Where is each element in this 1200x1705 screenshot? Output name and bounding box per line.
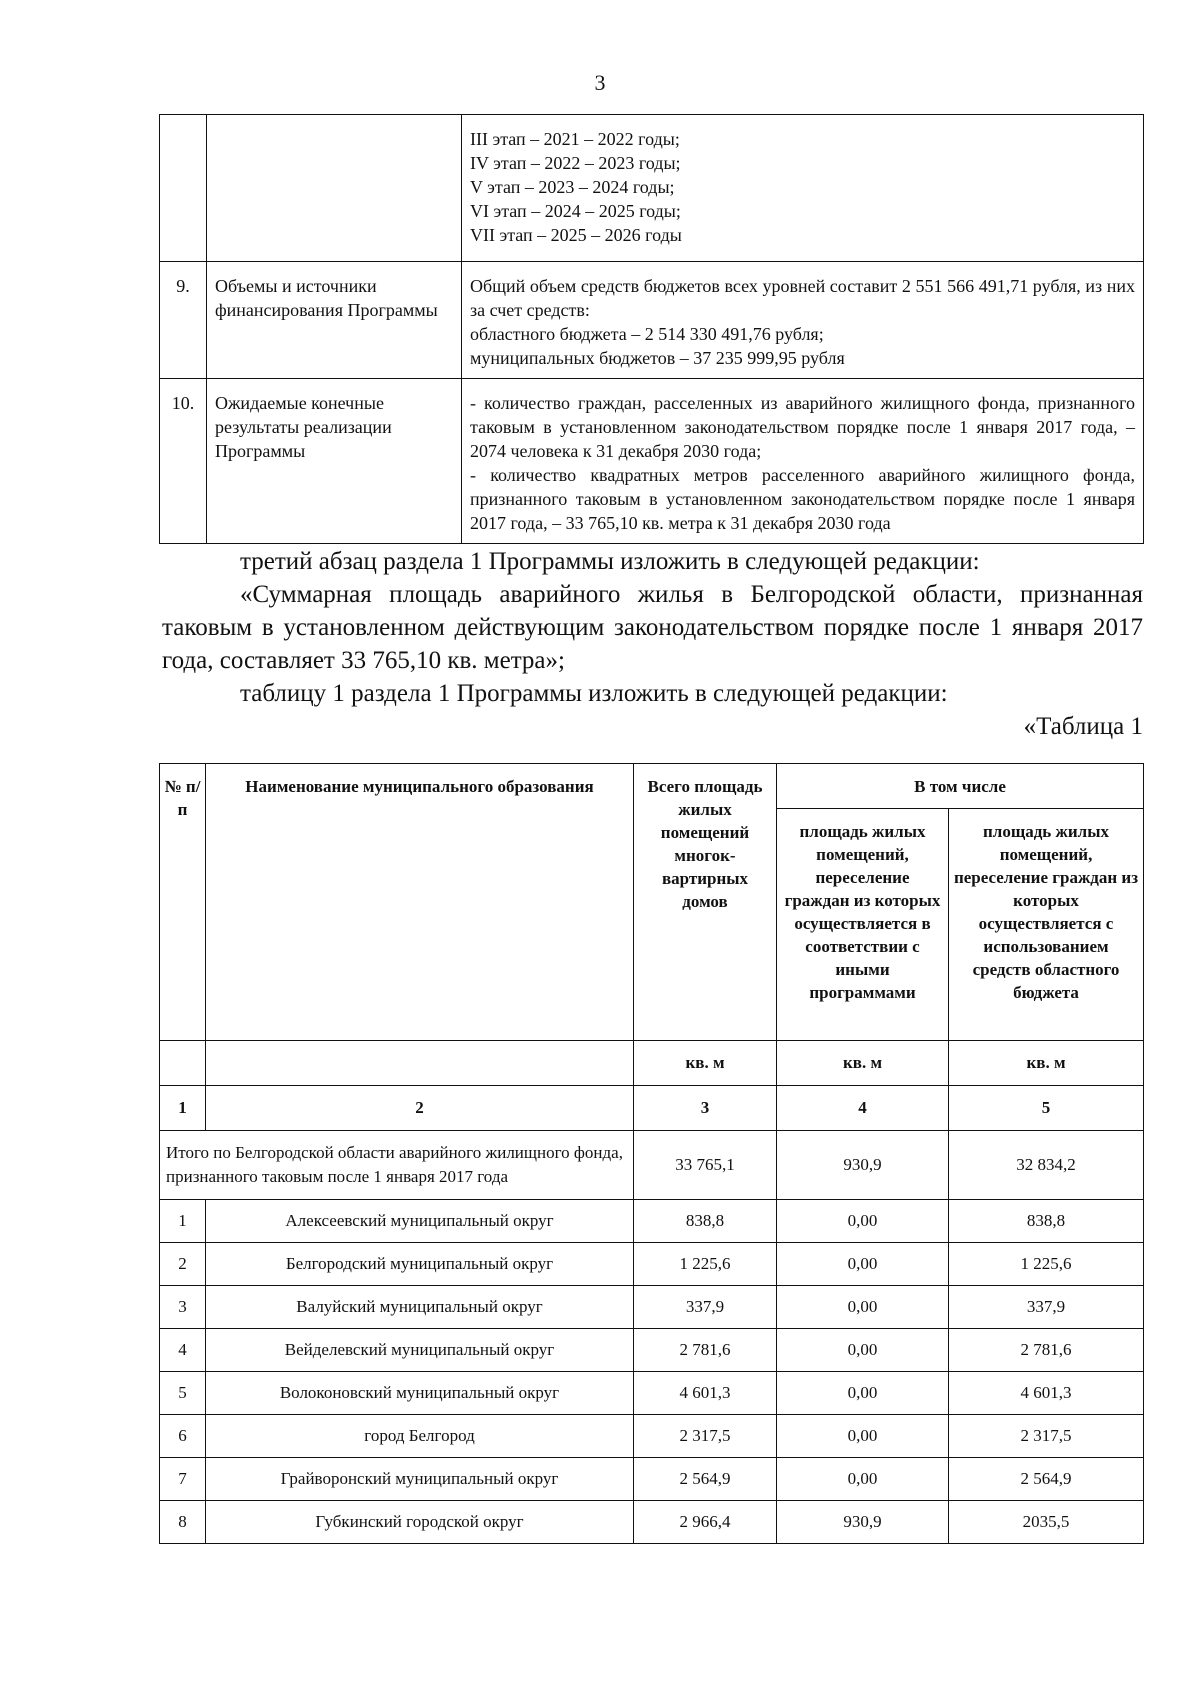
table-row (160, 1372, 1144, 1415)
column-number: 4 (777, 1086, 949, 1131)
column-number: 1 (160, 1086, 206, 1131)
row-number: 9. (160, 262, 207, 379)
row-num: 8 (160, 1501, 206, 1544)
stage-line: III этап – 2021 – 2022 годы; (470, 129, 680, 149)
row-label: Ожидаемые конечные результаты реализации Программы (207, 379, 462, 544)
stage-line: VI этап – 2024 – 2025 годы; (470, 201, 681, 221)
total-row (160, 1131, 1144, 1200)
table-row (160, 1415, 1144, 1458)
row-name: Алексеевский муниципальный округ (206, 1200, 634, 1243)
table-row (160, 1458, 1144, 1501)
column-numbers-row (160, 1086, 1144, 1131)
table-row (160, 1243, 1144, 1286)
paragraph-table-intro: таблицу 1 раздела 1 Программы изложить в следующей редакции: (240, 680, 948, 707)
table-row (160, 1501, 1144, 1544)
header-other-programs: площадь жилых помещений, переселение граждан из которых осуществляется в соответствии с иными программами (777, 809, 949, 1041)
total-label: Итого по Белгородской области аварийного жилищного фонда, признанного таковым после 1 января 2017 года (160, 1131, 634, 1200)
row-num: 4 (160, 1329, 206, 1372)
row-num: 2 (160, 1243, 206, 1286)
passport-row-financing (160, 262, 1144, 379)
row-other: 0,00 (777, 1329, 949, 1372)
row-number (160, 115, 207, 262)
row-num: 5 (160, 1372, 206, 1415)
unit-label: кв. м (949, 1041, 1144, 1086)
row-other: 0,00 (777, 1458, 949, 1501)
row-other: 0,00 (777, 1372, 949, 1415)
passport-row-stages (160, 115, 1144, 262)
table-row (160, 1286, 1144, 1329)
row-label (207, 115, 462, 262)
row-name: Губкинский городской округ (206, 1501, 634, 1544)
row-num: 6 (160, 1415, 206, 1458)
row-total: 1 225,6 (634, 1243, 777, 1286)
stage-line: IV этап – 2022 – 2023 годы; (470, 153, 681, 173)
row-regional: 2035,5 (949, 1501, 1144, 1544)
unit-empty (206, 1041, 634, 1086)
total-area: 33 765,1 (634, 1131, 777, 1200)
row-num: 1 (160, 1200, 206, 1243)
unit-empty (160, 1041, 206, 1086)
row-total: 4 601,3 (634, 1372, 777, 1415)
paragraph-third-abzac: третий абзац раздела 1 Программы изложить в следующей редакции: (240, 548, 980, 575)
row-regional: 2 781,6 (949, 1329, 1144, 1372)
table-row (160, 1200, 1144, 1243)
passport-row-results (160, 379, 1144, 544)
row-total: 337,9 (634, 1286, 777, 1329)
row-regional: 337,9 (949, 1286, 1144, 1329)
row-num: 3 (160, 1286, 206, 1329)
row-regional: 2 564,9 (949, 1458, 1144, 1501)
row-other: 0,00 (777, 1200, 949, 1243)
row-name: город Белгород (206, 1415, 634, 1458)
total-regional: 32 834,2 (949, 1131, 1144, 1200)
passport-table (159, 114, 1144, 544)
row-other: 0,00 (777, 1243, 949, 1286)
stage-line: VII этап – 2025 – 2026 годы (470, 225, 682, 245)
row-number: 10. (160, 379, 207, 544)
row-name: Белгородский муниципальный округ (206, 1243, 634, 1286)
financing-text: Общий объем средств бюджетов всех уровней составит 2 551 566 491,71 рубля, из них за счет средств: (470, 276, 1135, 320)
result-item: - количество граждан, расселенных из аварийного жилищного фонда, признанного таковым в установленном законодательством порядке после 1 января 2017 года, – 2074 человека к 31 декабря 2030 года; (470, 393, 1135, 461)
unit-label: кв. м (777, 1041, 949, 1086)
financing-cell (462, 262, 1144, 379)
stages-cell (462, 115, 1144, 262)
unit-row (160, 1041, 1144, 1086)
row-regional: 2 317,5 (949, 1415, 1144, 1458)
row-other: 930,9 (777, 1501, 949, 1544)
header-row (160, 764, 1144, 809)
row-total: 2 564,9 (634, 1458, 777, 1501)
unit-label: кв. м (634, 1041, 777, 1086)
header-regional-budget: площадь жилых помещений, переселение граждан из которых осуществляется с использованием средств областного бюджета (949, 809, 1144, 1041)
column-number: 3 (634, 1086, 777, 1131)
row-label: Объемы и источники финансирования Программы (207, 262, 462, 379)
stage-line: V этап – 2023 – 2024 годы; (470, 177, 675, 197)
row-name: Вейделевский муниципальный округ (206, 1329, 634, 1372)
row-num: 7 (160, 1458, 206, 1501)
table-caption: «Таблица 1 (1023, 713, 1143, 740)
row-other: 0,00 (777, 1415, 949, 1458)
result-item: - количество квадратных метров расселенного аварийного жилищного фонда, признанного таковым в установленном законодательством порядке после 1 января 2017 года, – 33 765,10 кв. метра к 31 декабря 2030 года (470, 465, 1135, 533)
column-number: 5 (949, 1086, 1144, 1131)
row-regional: 4 601,3 (949, 1372, 1144, 1415)
financing-line: муниципальных бюджетов – 37 235 999,95 рубля (470, 348, 845, 368)
row-total: 2 781,6 (634, 1329, 777, 1372)
header-including: В том числе (777, 764, 1144, 809)
row-name: Волоконовский муниципальный округ (206, 1372, 634, 1415)
header-total: Всего площадь жилых помещений многок-вартирных домов (634, 764, 777, 1041)
paragraph-quote: «Суммарная площадь аварийного жилья в Белгородской области, признанная таковым в установленном действующим законодательством порядке после 1 января 2017 года, составляет 33 765,10 кв. метра»; (162, 581, 1143, 674)
header-name: Наименование муниципального образования (206, 764, 634, 1041)
row-total: 2 966,4 (634, 1501, 777, 1544)
page-number: 3 (594, 70, 606, 95)
column-number: 2 (206, 1086, 634, 1131)
row-total: 838,8 (634, 1200, 777, 1243)
row-total: 2 317,5 (634, 1415, 777, 1458)
row-name: Валуйский муниципальный округ (206, 1286, 634, 1329)
row-regional: 1 225,6 (949, 1243, 1144, 1286)
row-regional: 838,8 (949, 1200, 1144, 1243)
regions-table (159, 763, 1144, 1544)
results-cell (462, 379, 1144, 544)
header-num: № п/п (160, 764, 206, 1041)
financing-line: областного бюджета – 2 514 330 491,76 рубля; (470, 324, 824, 344)
table-row (160, 1329, 1144, 1372)
row-other: 0,00 (777, 1286, 949, 1329)
row-name: Грайворонский муниципальный округ (206, 1458, 634, 1501)
total-other: 930,9 (777, 1131, 949, 1200)
